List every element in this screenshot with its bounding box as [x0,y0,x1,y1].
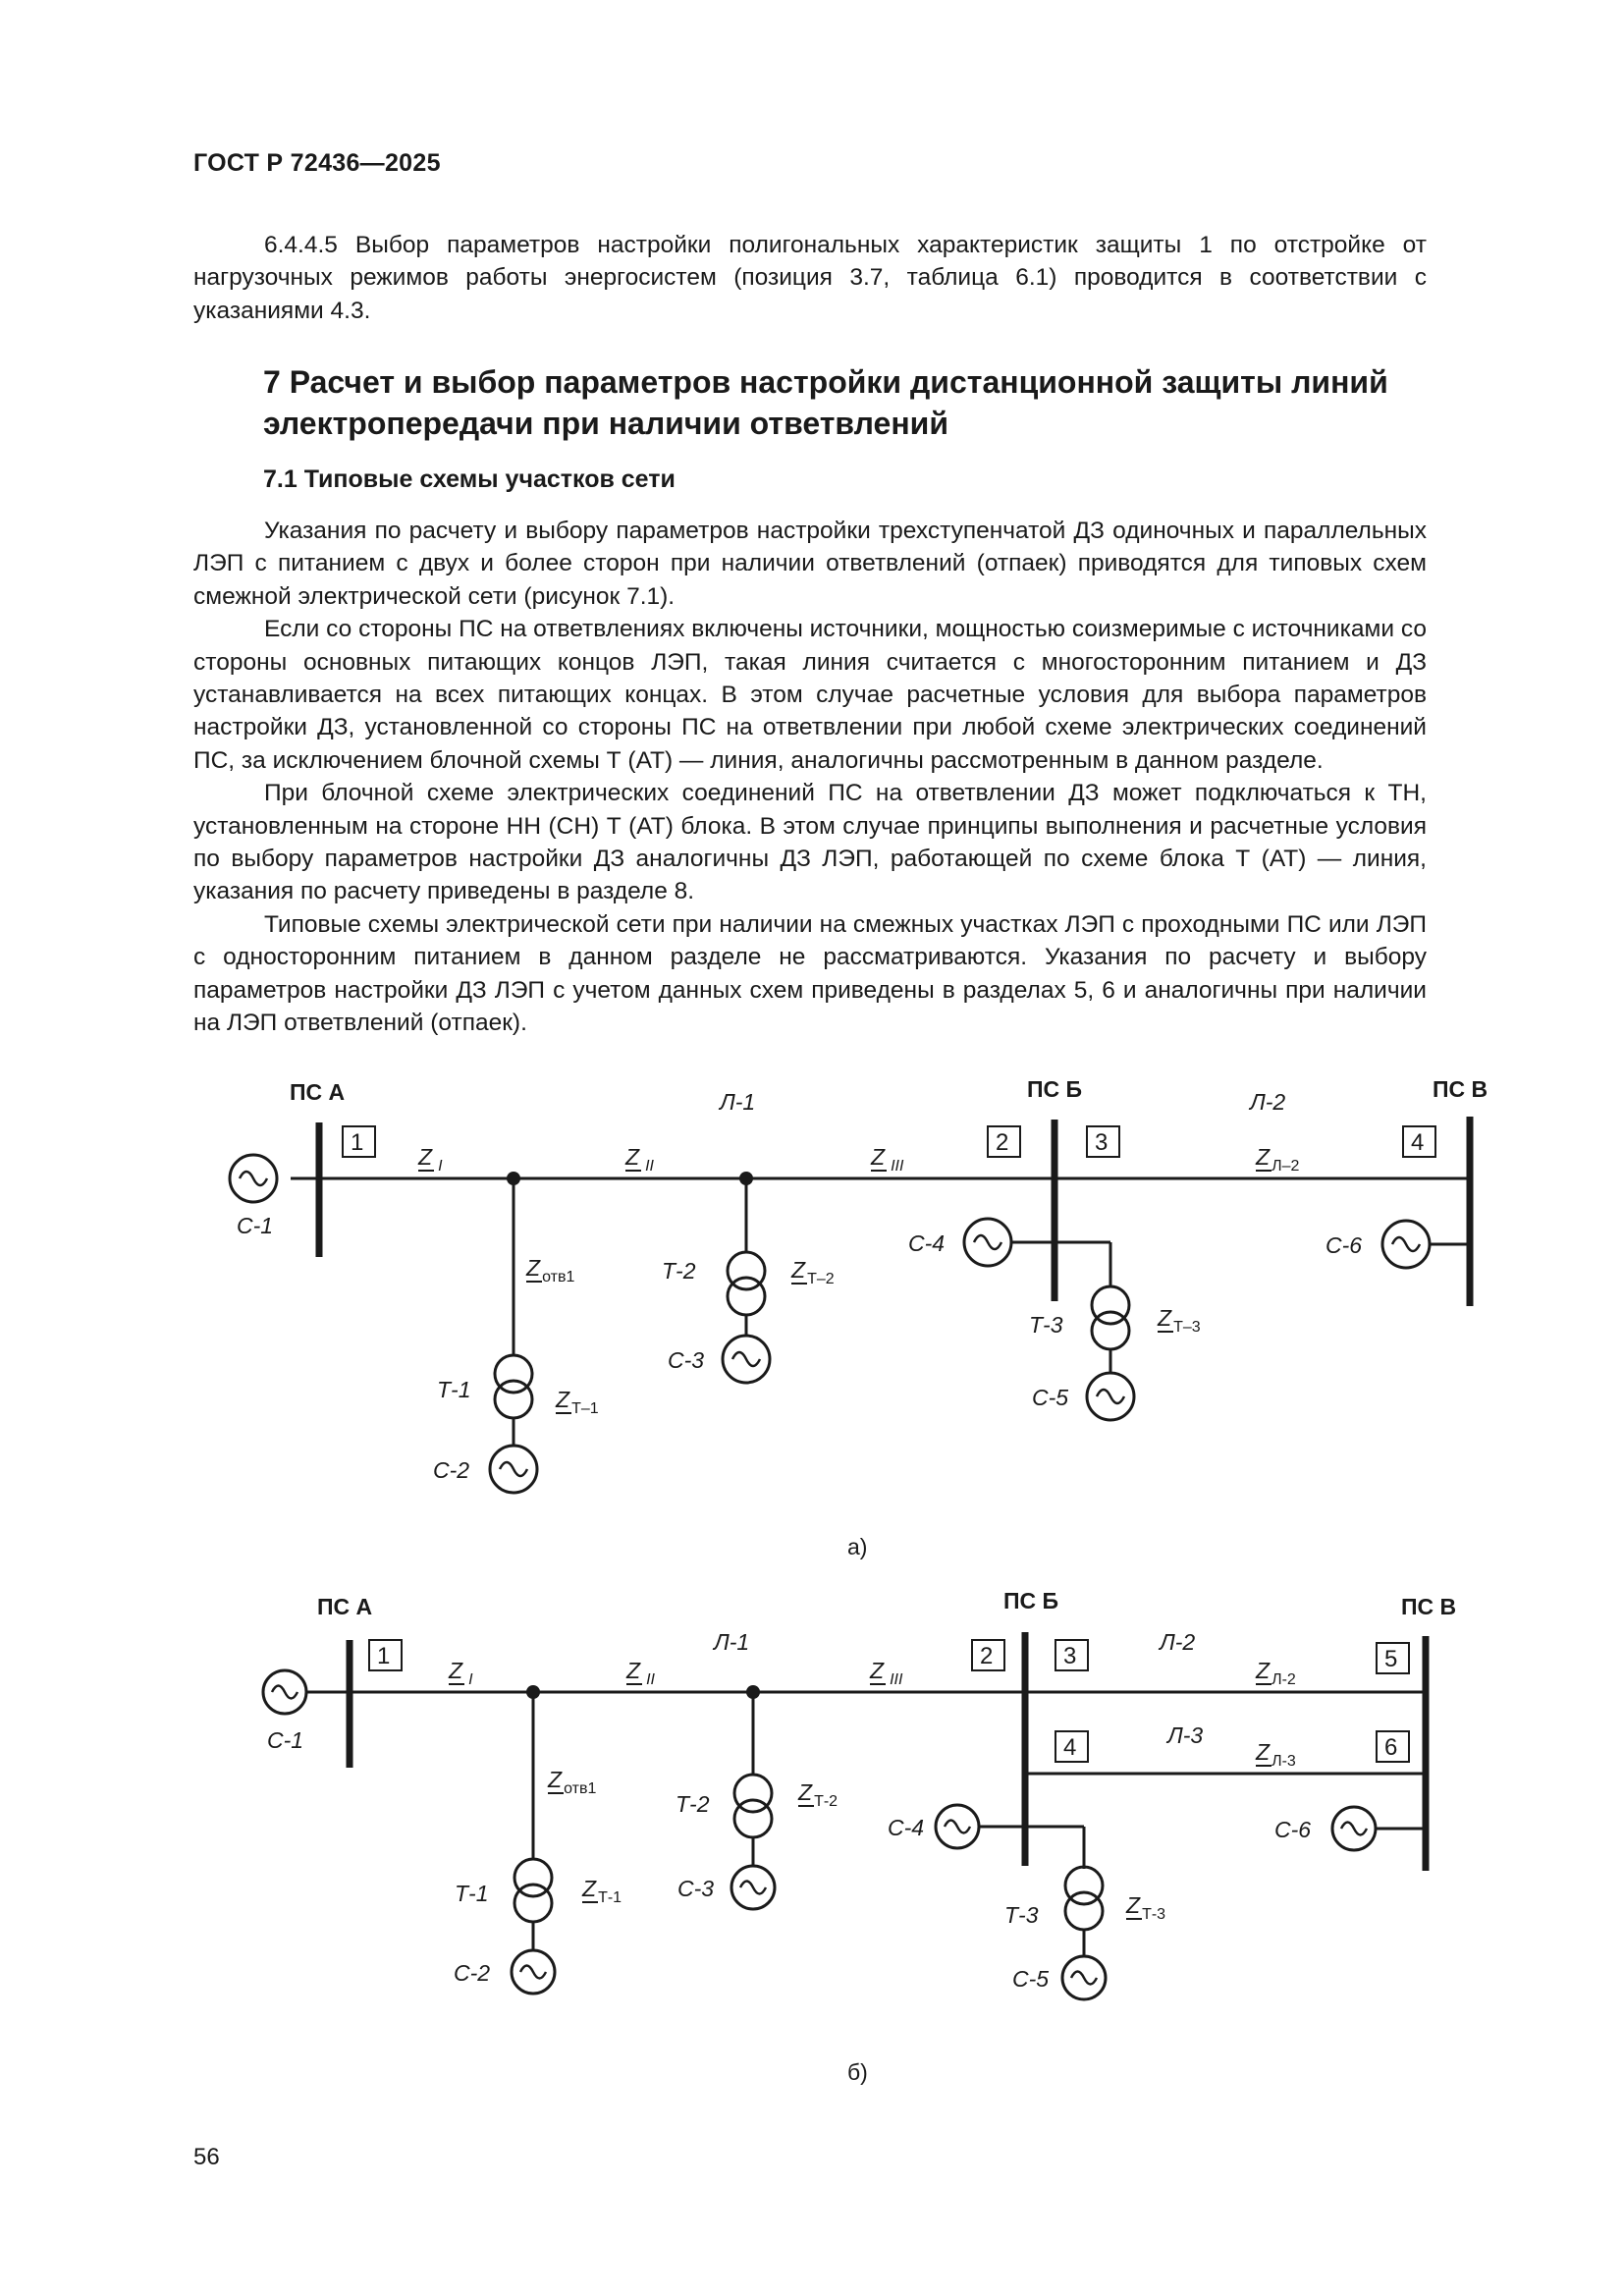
junction-dot-1 [526,1685,540,1699]
paragraph: При блочной схеме электрических соединений ПС на ответвлении ДЗ может подключаться к ТН, установленным на стороне НН (СН) Т (АТ) блока. В этом случае принципы выполнения и расчетные условия по выбору параметров настройки ДЗ аналогичны ДЗ ЛЭП, работающей по схеме блока Т (АТ) — линия, указания по расчету приведены в разделе 8. [193,780,1427,905]
protection-4-label: 4 [1063,1734,1077,1761]
impedance-zt2: Z $_{Т-2}$ [798,1779,839,1810]
label-l1: Л-1 [714,1629,750,1655]
transformer-t1-winding-2 [495,1381,532,1418]
impedance-zt2: Z $_{Т-2}$ [791,1257,835,1287]
impedance-zt1: Z $_{Т-1}$ [582,1876,622,1906]
label-ps-a: ПС А [317,1594,373,1619]
subsection-title: 7.1 Типовые схемы участков сети [263,465,676,493]
protection-4-label: 4 [1411,1129,1425,1156]
label-ps-v: ПС В [1433,1076,1488,1102]
section-body [193,515,1427,1040]
transformer-t1-winding-2 [514,1885,552,1922]
protection-6-label: 6 [1384,1734,1398,1761]
intro-paragraph: 6.4.4.5 Выбор параметров настройки полигональных характеристик защиты 1 по отстройке от нагрузочных режимов работы энергосистем (позиция 3.7, таблица 6.1) проводится в соответствии с указаниями 4.3. [193,232,1427,324]
figure-b-caption: б) [847,2059,868,2085]
label-c4: С-4 [888,1815,925,1840]
label-c3: С-3 [677,1876,715,1901]
label-c2: С-2 [433,1457,470,1483]
label-c1: С-1 [237,1213,274,1238]
label-ps-v: ПС В [1401,1594,1457,1619]
protection-3-label: 3 [1095,1129,1109,1156]
impedance-zt3: Z $_{Т-3}$ [1158,1305,1201,1336]
network-diagram-a [0,1061,1623,1571]
impedance-zt3: Z $_{Т-3}$ [1126,1892,1166,1923]
label-c5: С-5 [1032,1385,1069,1410]
page-number: 56 [193,2144,220,2170]
paragraph: Типовые схемы электрической сети при наличии на смежных участках ЛЭП с проходными ПС или ЛЭП с односторонним питанием в данном разделе не рассматриваются. Указания по расчету и выбору параметров настройки ДЗ ЛЭП с учетом данных схем приведены в разделах 5, 6 и аналогичны при наличии на ЛЭП ответвлений (отпаек). [193,910,1427,1037]
label-c3: С-3 [668,1347,705,1373]
label-ps-a: ПС А [290,1079,346,1105]
label-l2: Л-2 [1250,1089,1286,1115]
label-ps-b: ПС Б [1027,1076,1083,1102]
impedance-z1: Z $_I$ [449,1658,473,1688]
section-title: 7 Расчет и выбор параметров настройки дистанционной защиты линий электропередачи при наличии ответвлений [263,364,1388,441]
impedance-zl2: Z $_{Л-2}$ [1256,1658,1296,1688]
protection-3-label: 3 [1063,1643,1077,1669]
junction-dot-2 [746,1685,760,1699]
protection-1-label: 1 [377,1643,391,1669]
label-l1: Л-1 [720,1089,756,1115]
transformer-t2-winding-2 [734,1800,772,1837]
label-c1: С-1 [267,1727,304,1753]
label-c4: С-4 [908,1230,946,1256]
label-c2: С-2 [454,1960,491,1986]
transformer-t3-winding-2 [1065,1892,1103,1930]
transformer-t2-winding-2 [728,1278,765,1315]
impedance-z3: Z $_{III}$ [870,1658,903,1688]
impedance-z2: Z $_{II}$ [626,1658,655,1688]
protection-2-label: 2 [980,1643,994,1669]
label-t2: Т-2 [662,1258,696,1284]
label-t1: Т-1 [437,1377,471,1402]
label-t3: Т-3 [1029,1312,1063,1338]
label-c5: С-5 [1012,1966,1050,1992]
document-id: ГОСТ Р 72436—2025 [193,149,441,177]
label-t2: Т-2 [676,1791,710,1817]
impedance-z2: Z $_{II}$ [625,1144,654,1175]
protection-2-label: 2 [996,1129,1009,1156]
label-c6: С-6 [1325,1232,1363,1258]
label-c6: С-6 [1274,1817,1312,1842]
label-l3: Л-3 [1167,1722,1204,1748]
protection-1-label: 1 [351,1129,364,1156]
transformer-t3-winding-2 [1092,1312,1129,1349]
junction-dot-2 [739,1172,753,1185]
impedance-zotv1: Z $_{отв1}$ [526,1255,575,1285]
impedance-zl3: Z $_{Л-3}$ [1256,1739,1296,1770]
impedance-z1: Z $_I$ [418,1144,443,1175]
impedance-zl2: Z $_{Л-2}$ [1256,1144,1300,1175]
label-t1: Т-1 [455,1881,489,1906]
source-sine-glyphs [240,1172,1420,1476]
figure-a-caption: а) [847,1534,868,1559]
label-l2: Л-2 [1160,1629,1196,1655]
paragraph: Указания по расчету и выбору параметров настройки трехступенчатой ДЗ одиночных и параллельных ЛЭП с питанием с двух и более сторон при наличии ответвлений (отпаек) приводятся для типовых схем смежной электрической сети (рисунок 7.1). [193,518,1427,610]
impedance-z3: Z $_{III}$ [871,1144,904,1175]
junction-dot-1 [507,1172,520,1185]
impedance-zotv1: Z $_{отв1}$ [548,1767,597,1797]
label-ps-b: ПС Б [1003,1588,1059,1613]
protection-5-label: 5 [1384,1646,1398,1672]
label-t3: Т-3 [1004,1902,1039,1928]
impedance-zt1: Z $_{Т-1}$ [556,1387,599,1417]
network-diagram-b [0,1571,1623,2033]
paragraph: Если со стороны ПС на ответвлениях включены источники, мощностью соизмеримые с источниками со стороны основных питающих концов ЛЭП, такая линия считается с многосторонним питанием и ДЗ устанавливается на всех питающих концах. В этом случае расчетные условия для выбора параметров настройки ДЗ, установленной со стороны ПС на ответвлении при любой схеме электрических соединений ПС, за исключением блочной схемы Т (АТ) — линия, аналогичны рассмотренным в данном разделе. [193,616,1427,774]
